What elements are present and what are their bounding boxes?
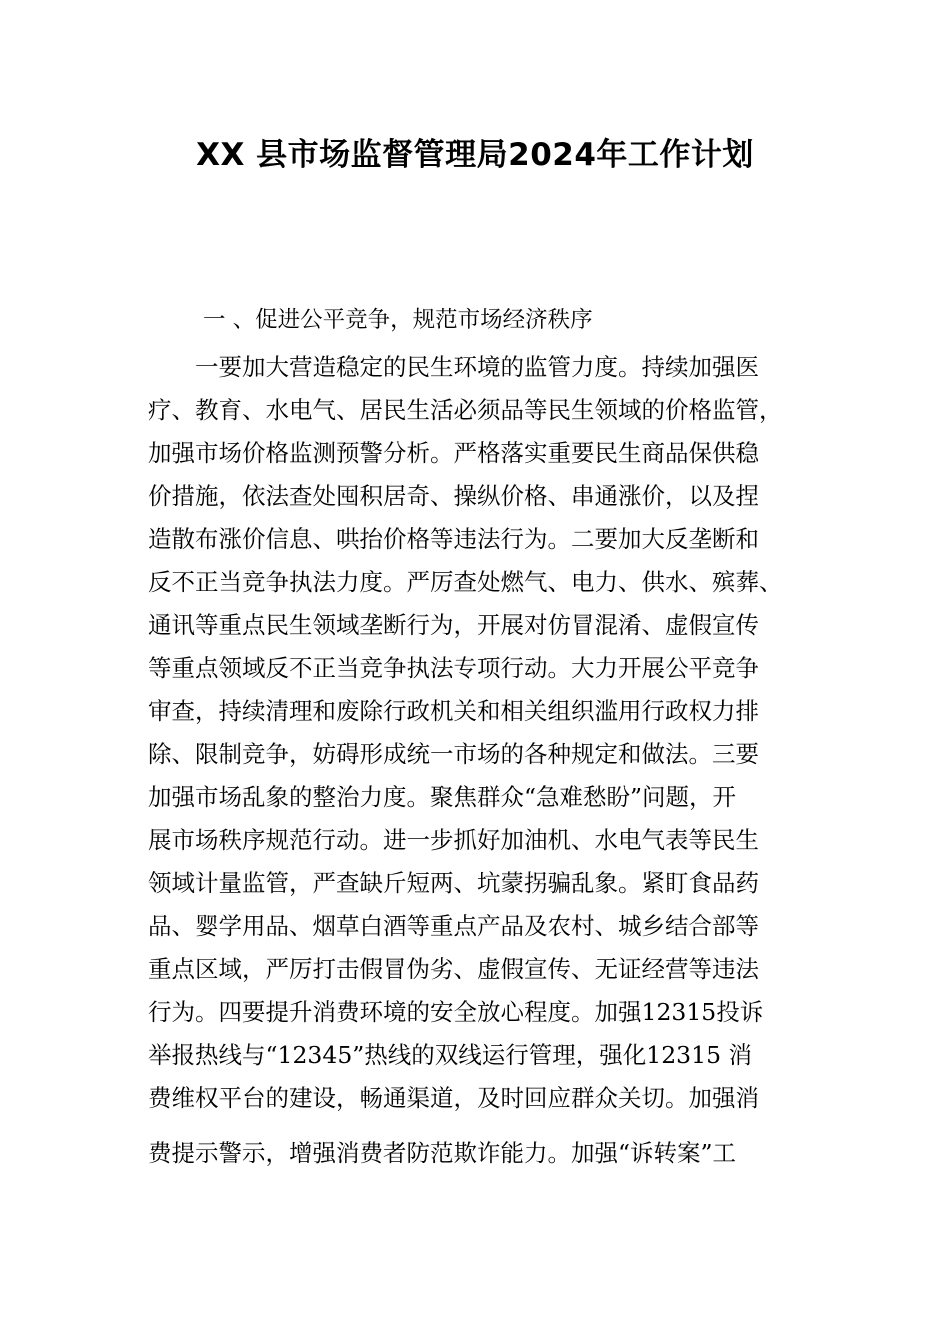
paragraph-line: 重点区域，严厉打击假冒伪劣、虚假宣传、无证经营等违法: [148, 955, 759, 983]
paragraph-line: 通讯等重点民生领域垄断行为，开展对仿冒混淆、虚假宣传: [148, 611, 759, 639]
paragraph-line: 品、婴学用品、烟草白酒等重点产品及农村、城乡结合部等: [148, 912, 759, 940]
document-title: XX 县市场监督管理局2024年工作计划: [196, 137, 754, 173]
paragraph-line: 领域计量监管，严查缺斤短两、坑蒙拐骗乱象。紧盯食品药: [148, 869, 759, 897]
section-heading: 一 、促进公平竞争，规范市场经济秩序: [203, 307, 593, 333]
paragraph-line: 行为。四要提升消费环境的安全放心程度。加强12315投诉: [148, 998, 764, 1026]
paragraph-line: 费维权平台的建设，畅通渠道，及时回应群众关切。加强消: [148, 1084, 759, 1112]
paragraph-line: 举报热线与“12345”热线的双线运行管理，强化12315 消: [148, 1041, 753, 1069]
paragraph-line: 反不正当竞争执法力度。严厉查处燃气、电力、供水、殡葬、: [148, 568, 783, 596]
paragraph-line: 费提示警示，增强消费者防范欺诈能力。加强“诉转案”工: [148, 1139, 737, 1167]
paragraph-line: 造散布涨价信息、哄抬价格等违法行为。二要加大反垄断和: [148, 525, 759, 553]
paragraph-line: 加强市场乱象的整治力度。聚焦群众“急难愁盼”问题，开: [148, 783, 737, 811]
paragraph-line: 加强市场价格监测预警分析。严格落实重要民生商品保供稳: [148, 439, 759, 467]
paragraph-line: 除、限制竞争，妨碍形成统一市场的各种规定和做法。三要: [148, 740, 759, 768]
paragraph-line: 一要加大营造稳定的民生环境的监管力度。持续加强医: [148, 353, 759, 381]
paragraph-line: 疗、教育、水电气、居民生活必须品等民生领域的价格监管，: [148, 396, 783, 424]
paragraph-line: 审查，持续清理和废除行政机关和相关组织滥用行政权力排: [148, 697, 759, 725]
paragraph-line: 展市场秩序规范行动。进一步抓好加油机、水电气表等民生: [148, 826, 759, 854]
paragraph-line: 价措施，依法查处囤积居奇、操纵价格、串通涨价，以及捏: [148, 482, 759, 510]
paragraph-line: 等重点领域反不正当竞争执法专项行动。大力开展公平竞争: [148, 654, 759, 682]
